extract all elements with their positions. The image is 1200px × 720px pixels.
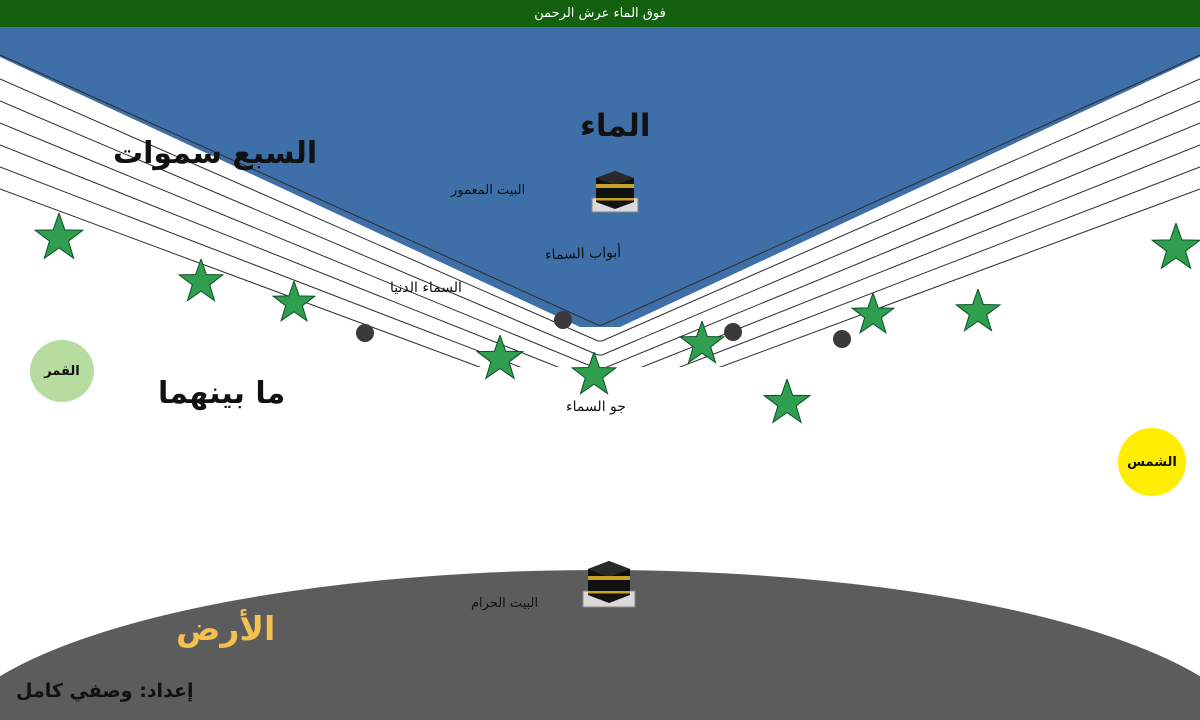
planet-dot [356,324,374,342]
label-sun: الشمس [1127,454,1177,470]
label-between-them: ما بينهما [158,376,286,411]
kaaba-icon-lower [578,558,640,610]
label-water: الماء [580,108,651,144]
kaaba-icon-upper [586,168,644,216]
label-moon: القمر [44,363,80,379]
label-credit: إعداد: وصفي كامل [16,680,194,702]
planet-dot [724,323,742,341]
sun-shape [1118,428,1186,496]
top-banner [0,0,1200,27]
star-icon [476,335,524,383]
star-icon [178,259,224,305]
label-bayt-haram: البيت الحرام [471,596,539,611]
label-seven-heavens: السبع سموات [113,136,318,171]
planet-dot [554,311,572,329]
star-icon [679,321,725,367]
label-sky-air: جو السماء [566,399,626,415]
star-icon [955,289,1001,335]
label-lower-sky: السماء الدنيا [390,280,462,296]
top-banner-text: فوق الماء عرش الرحمن [534,6,666,21]
star-icon [571,352,617,398]
star-icon [34,213,84,263]
label-earth: الأرض [176,609,276,648]
label-bayt-mamur: البيت المعمور [451,183,526,198]
moon-shape [30,340,94,402]
star-icon [851,293,895,337]
label-sky-gates: أبواب السماء [544,244,622,264]
planet-dot [833,330,851,348]
star-icon [272,281,316,325]
star-icon [1151,223,1200,273]
star-icon [763,379,811,427]
